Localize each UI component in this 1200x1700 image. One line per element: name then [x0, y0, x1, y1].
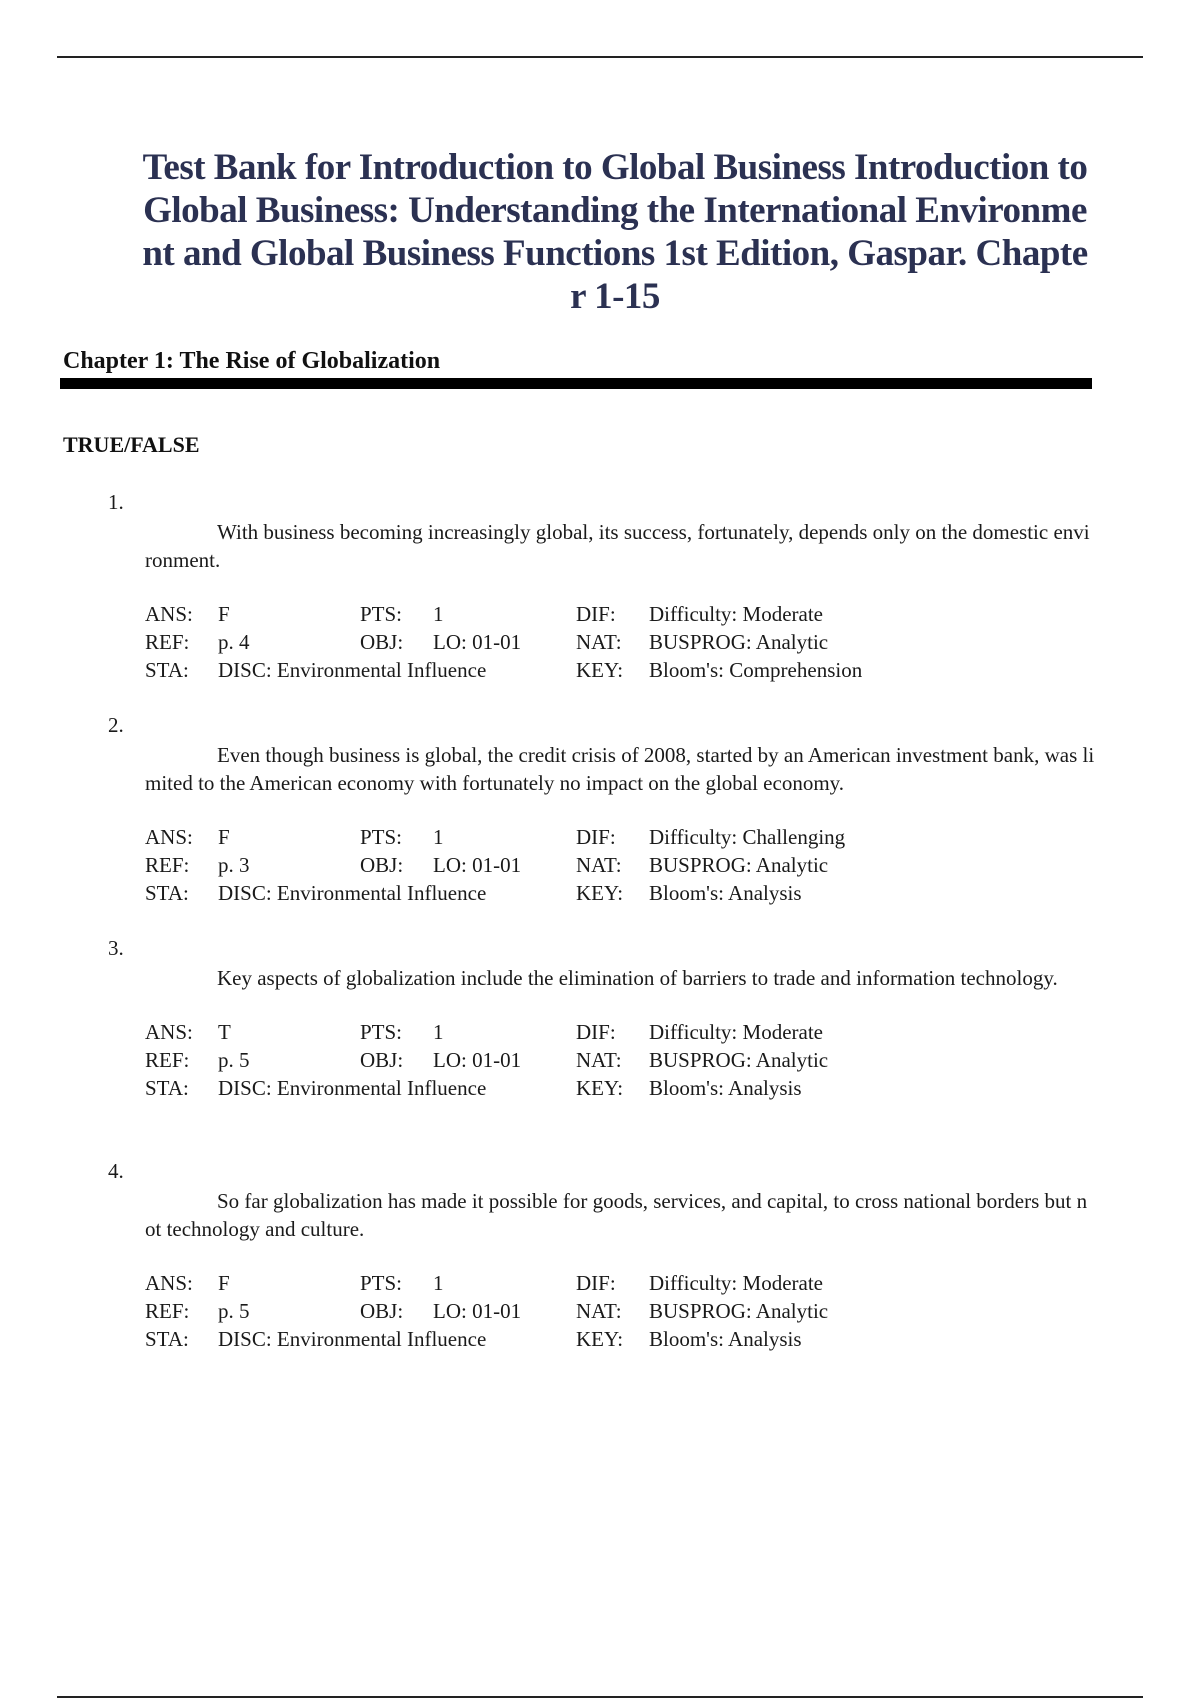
ans-value: F — [218, 1271, 230, 1295]
question-meta — [145, 600, 862, 684]
question-item — [108, 936, 1098, 1102]
ans-label: ANS: — [145, 602, 193, 626]
sta-value: DISC: Environmental Influence — [218, 658, 487, 682]
sta-label: STA: — [145, 1327, 189, 1351]
question-item — [108, 490, 1098, 684]
top-rule — [57, 56, 1143, 58]
chapter-divider — [60, 378, 1092, 389]
ref-label: REF: — [145, 1299, 190, 1323]
ans-value: T — [218, 1020, 231, 1044]
pts-label: PTS: — [360, 1271, 403, 1295]
ref-label: REF: — [145, 853, 190, 877]
sta-value: DISC: Environmental Influence — [218, 1076, 487, 1100]
sta-value: DISC: Environmental Influence — [218, 881, 487, 905]
chapter-heading: Chapter 1: The Rise of Globalization — [63, 348, 441, 374]
dif-label: DIF: — [576, 602, 616, 626]
question-text: With business becoming increasingly global, its success, fortunately, depends only on the domestic environment. — [145, 520, 1090, 572]
key-label: KEY: — [576, 1327, 624, 1351]
nat-label: NAT: — [576, 630, 622, 654]
key-value: Bloom's: Comprehension — [649, 658, 863, 682]
ref-value: p. 3 — [218, 853, 250, 877]
nat-value: BUSPROG: Analytic — [649, 630, 829, 654]
question-meta — [145, 1018, 828, 1102]
dif-value: Difficulty: Moderate — [649, 1271, 823, 1295]
nat-label: NAT: — [576, 1299, 622, 1323]
ref-value: p. 5 — [218, 1299, 250, 1323]
dif-value: Difficulty: Moderate — [649, 1020, 823, 1044]
ans-value: F — [218, 825, 230, 849]
question-number: 1. — [108, 490, 124, 514]
sta-label: STA: — [145, 1076, 189, 1100]
ref-label: REF: — [145, 630, 190, 654]
obj-value: LO: 01-01 — [433, 1048, 522, 1072]
key-label: KEY: — [576, 1076, 624, 1100]
question-text: Key aspects of globalization include the elimination of barriers to trade and information technology. — [217, 966, 1058, 990]
sta-value: DISC: Environmental Influence — [218, 1327, 487, 1351]
ans-label: ANS: — [145, 1271, 193, 1295]
pts-value: 1 — [433, 602, 444, 626]
question-number: 4. — [108, 1159, 124, 1183]
nat-label: NAT: — [576, 1048, 622, 1072]
question-text: Even though business is global, the credit crisis of 2008, started by an American investment bank, was limited to the American economy with fortunately no impact on the global economy. — [145, 743, 1095, 795]
ref-value: p. 4 — [218, 630, 250, 654]
pts-label: PTS: — [360, 1020, 403, 1044]
question-text: So far globalization has made it possible for goods, services, and capital, to cross national borders but not technology and culture. — [145, 1189, 1088, 1241]
question-item — [108, 1159, 1098, 1353]
dif-value: Difficulty: Moderate — [649, 602, 823, 626]
dif-label: DIF: — [576, 825, 616, 849]
ref-value: p. 5 — [218, 1048, 250, 1072]
sta-label: STA: — [145, 881, 189, 905]
section-label: TRUE/FALSE — [63, 432, 200, 457]
obj-value: LO: 01-01 — [433, 1299, 522, 1323]
pts-label: PTS: — [360, 825, 403, 849]
ref-label: REF: — [145, 1048, 190, 1072]
obj-label: OBJ: — [360, 1299, 404, 1323]
question-meta — [145, 1269, 828, 1353]
ans-value: F — [218, 602, 230, 626]
question-item — [108, 713, 1098, 907]
ans-label: ANS: — [145, 825, 193, 849]
obj-label: OBJ: — [360, 1048, 404, 1072]
nat-value: BUSPROG: Analytic — [649, 1299, 829, 1323]
obj-value: LO: 01-01 — [433, 853, 522, 877]
obj-value: LO: 01-01 — [433, 630, 522, 654]
obj-label: OBJ: — [360, 630, 404, 654]
obj-label: OBJ: — [360, 853, 404, 877]
nat-value: BUSPROG: Analytic — [649, 1048, 829, 1072]
dif-label: DIF: — [576, 1271, 616, 1295]
nat-value: BUSPROG: Analytic — [649, 853, 829, 877]
key-label: KEY: — [576, 881, 624, 905]
key-label: KEY: — [576, 658, 624, 682]
key-value: Bloom's: Analysis — [649, 1076, 802, 1100]
question-number: 3. — [108, 936, 124, 960]
key-value: Bloom's: Analysis — [649, 1327, 802, 1351]
key-value: Bloom's: Analysis — [649, 881, 802, 905]
question-meta — [145, 823, 845, 907]
dif-value: Difficulty: Challenging — [649, 825, 846, 849]
nat-label: NAT: — [576, 853, 622, 877]
pts-value: 1 — [433, 1020, 444, 1044]
dif-label: DIF: — [576, 1020, 616, 1044]
bottom-rule — [57, 1696, 1143, 1698]
pts-value: 1 — [433, 825, 444, 849]
document-title: Test Bank for Introduction to Global Business Introduction to Global Business: Understanding the International Environment and Global Business Functions 1st Edition, Gaspar. Chapter 1-15 — [142, 147, 1088, 317]
pts-value: 1 — [433, 1271, 444, 1295]
question-number: 2. — [108, 713, 124, 737]
pts-label: PTS: — [360, 602, 403, 626]
sta-label: STA: — [145, 658, 189, 682]
ans-label: ANS: — [145, 1020, 193, 1044]
